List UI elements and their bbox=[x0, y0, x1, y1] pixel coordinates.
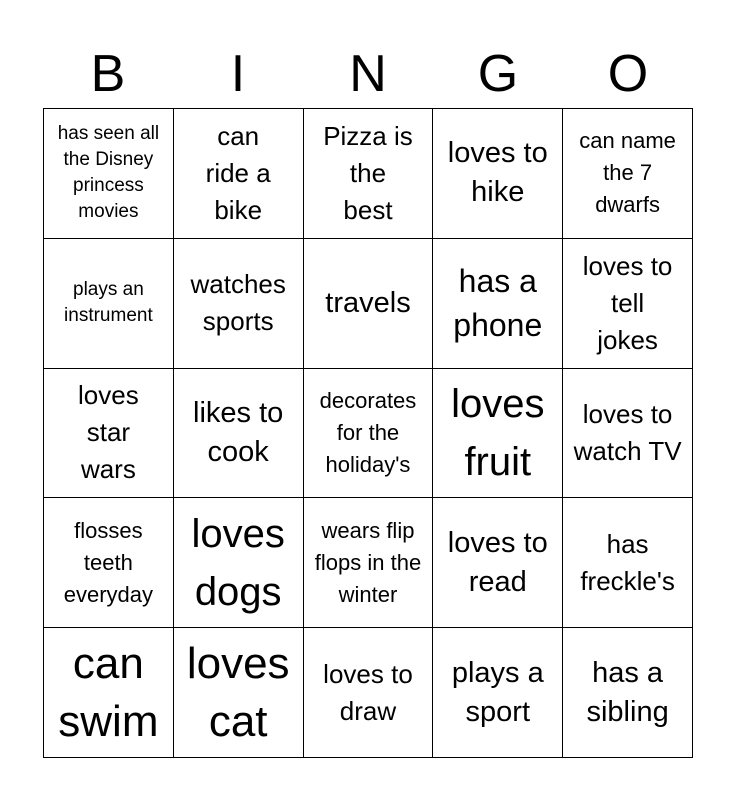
bingo-cell[interactable] bbox=[563, 369, 693, 499]
bingo-cell[interactable] bbox=[44, 239, 174, 369]
cell-text: watches sports bbox=[190, 269, 286, 337]
bingo-cell[interactable] bbox=[174, 369, 304, 499]
cell-text: flosses teeth everyday bbox=[63, 517, 154, 607]
cell-text: Pizza is the best bbox=[323, 120, 413, 225]
bingo-cell[interactable] bbox=[563, 498, 693, 628]
bingo-cell[interactable] bbox=[433, 628, 563, 758]
cell-text: has a sibling bbox=[586, 656, 669, 728]
bingo-cell[interactable] bbox=[174, 628, 304, 758]
bingo-cell[interactable] bbox=[304, 628, 434, 758]
bingo-cell[interactable] bbox=[433, 369, 563, 499]
bingo-cell[interactable] bbox=[304, 498, 434, 628]
cell-text: loves to hike bbox=[447, 137, 548, 209]
cell-text: loves star wars bbox=[78, 380, 139, 485]
cell-text: plays an instrument bbox=[64, 279, 153, 327]
bingo-cell[interactable] bbox=[433, 239, 563, 369]
bingo-cell[interactable] bbox=[44, 109, 174, 239]
cell-text: loves cat bbox=[186, 638, 290, 746]
cell-text: decorates for the holiday's bbox=[319, 387, 417, 477]
cell-text: travels bbox=[325, 286, 411, 319]
cell-text: can swim bbox=[58, 638, 159, 746]
bingo-header bbox=[43, 40, 693, 108]
bingo-cell[interactable] bbox=[304, 369, 434, 499]
bingo-cell[interactable] bbox=[174, 239, 304, 369]
bingo-cell[interactable] bbox=[304, 109, 434, 239]
bingo-cell[interactable] bbox=[433, 498, 563, 628]
cell-text: loves to tell jokes bbox=[582, 250, 673, 355]
bingo-cell[interactable] bbox=[563, 109, 693, 239]
header-letter-n: N bbox=[349, 45, 387, 103]
cell-text: has a phone bbox=[453, 263, 543, 344]
bingo-cell[interactable] bbox=[563, 239, 693, 369]
cell-text: loves dogs bbox=[191, 511, 285, 614]
header-letter-g: G bbox=[477, 45, 519, 103]
header-letter-b: B bbox=[90, 45, 126, 103]
cell-text: likes to cook bbox=[193, 396, 284, 468]
bingo-cell[interactable] bbox=[563, 628, 693, 758]
bingo-cell[interactable] bbox=[174, 109, 304, 239]
bingo-cell[interactable] bbox=[304, 239, 434, 369]
cell-text: has freckle's bbox=[580, 528, 675, 596]
cell-text: loves fruit bbox=[451, 381, 545, 484]
header-letter-o: O bbox=[607, 45, 649, 103]
bingo-cell[interactable] bbox=[44, 369, 174, 499]
cell-text: loves to watch TV bbox=[573, 398, 682, 466]
cell-text: loves to read bbox=[447, 526, 548, 598]
cell-text: can name the 7 dwarfs bbox=[579, 128, 676, 218]
bingo-cell[interactable] bbox=[44, 498, 174, 628]
cell-text: wears flip flops in the winter bbox=[314, 517, 422, 607]
header-letter-i: I bbox=[230, 45, 246, 103]
cell-text: plays a sport bbox=[451, 656, 544, 728]
bingo-cell[interactable] bbox=[174, 498, 304, 628]
cell-text: can ride a bike bbox=[205, 120, 271, 225]
cell-text: has seen all the Disney princess movies bbox=[57, 123, 160, 223]
bingo-cell[interactable] bbox=[433, 109, 563, 239]
bingo-cell[interactable] bbox=[44, 628, 174, 758]
bingo-grid bbox=[43, 108, 693, 758]
cell-text: loves to draw bbox=[323, 658, 413, 726]
